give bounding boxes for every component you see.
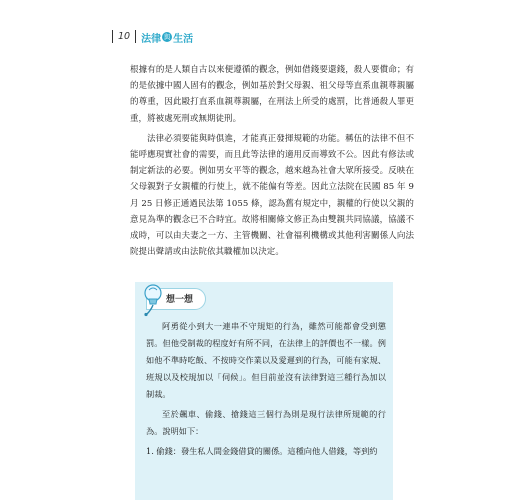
- think-box-text: [146, 318, 386, 460]
- running-header: [112, 28, 193, 44]
- book-title-connector: 與: [163, 33, 171, 41]
- header-bar-left: [112, 30, 113, 43]
- think-list-item: 1. 偷錢：發生私人間金錢借貸的關係。這種向他人借錢，等到約: [146, 446, 378, 456]
- think-paragraph: 至於飆車、偷錢、搶錢這三個行為則是現行法律所規範的行為。說明如下：: [146, 409, 386, 436]
- header-bar-right: [135, 30, 136, 43]
- lightbulb-icon: [139, 283, 169, 317]
- body-text: [130, 62, 414, 260]
- body-paragraph: 法律必須要能與時俱進，才能真正發揮規範的功能。稱伍的法律不但不能呼應現實社會的需要，而且此等法律的適用反而導致不公。因此有修法或制定新法的必要。例如男女平等的觀念，越來越為社會大眾所接受。反映在父母親對子女親權的行使上，就不能偏有等差。因此立法院在民國 85 年 9 月 25 日修正通過民法第 1055 條，認為舊有規定中，親權的行使以父親的意見為準的觀念已不合時宜。故將相關條文修正為由雙親共同協議，協議不成時，可以由夫妻之一方、主管機關、社會福利機構或其他利害關係人向法院提出聲請或由法院依其職權加以決定。: [130, 133, 414, 258]
- book-title: [141, 27, 193, 46]
- book-title-part2: 生活: [173, 33, 194, 45]
- think-box-title: 想一想: [166, 295, 194, 305]
- page-number: 10: [118, 30, 131, 42]
- book-title-part1: 法律: [141, 33, 162, 45]
- think-paragraph: 阿勇從小到大一連串不守規矩的行為，雖然可能都會受到懲罰。但他受制裁的程度好有所不同，在法律上的評價也不一樣。例如他不準時吃飯、不按時交作業以及愛遲到的行為，可能有家規、班規以及校規加以「伺候」。但目前並沒有法律對這三種行為加以制裁。: [146, 321, 386, 399]
- body-paragraph: 根據有的是人類自古以來便遵循的觀念，例如借錢要還錢，殺人要償命；有的是依據中國人固有的觀念，例如基於對父母親、祖父母等直系血親尊親屬的尊重，因此毆打直系血親尊親屬，在刑法上所受的處罰，比普通殺人罪更重，將被處死刑或無期徒刑。: [130, 65, 414, 124]
